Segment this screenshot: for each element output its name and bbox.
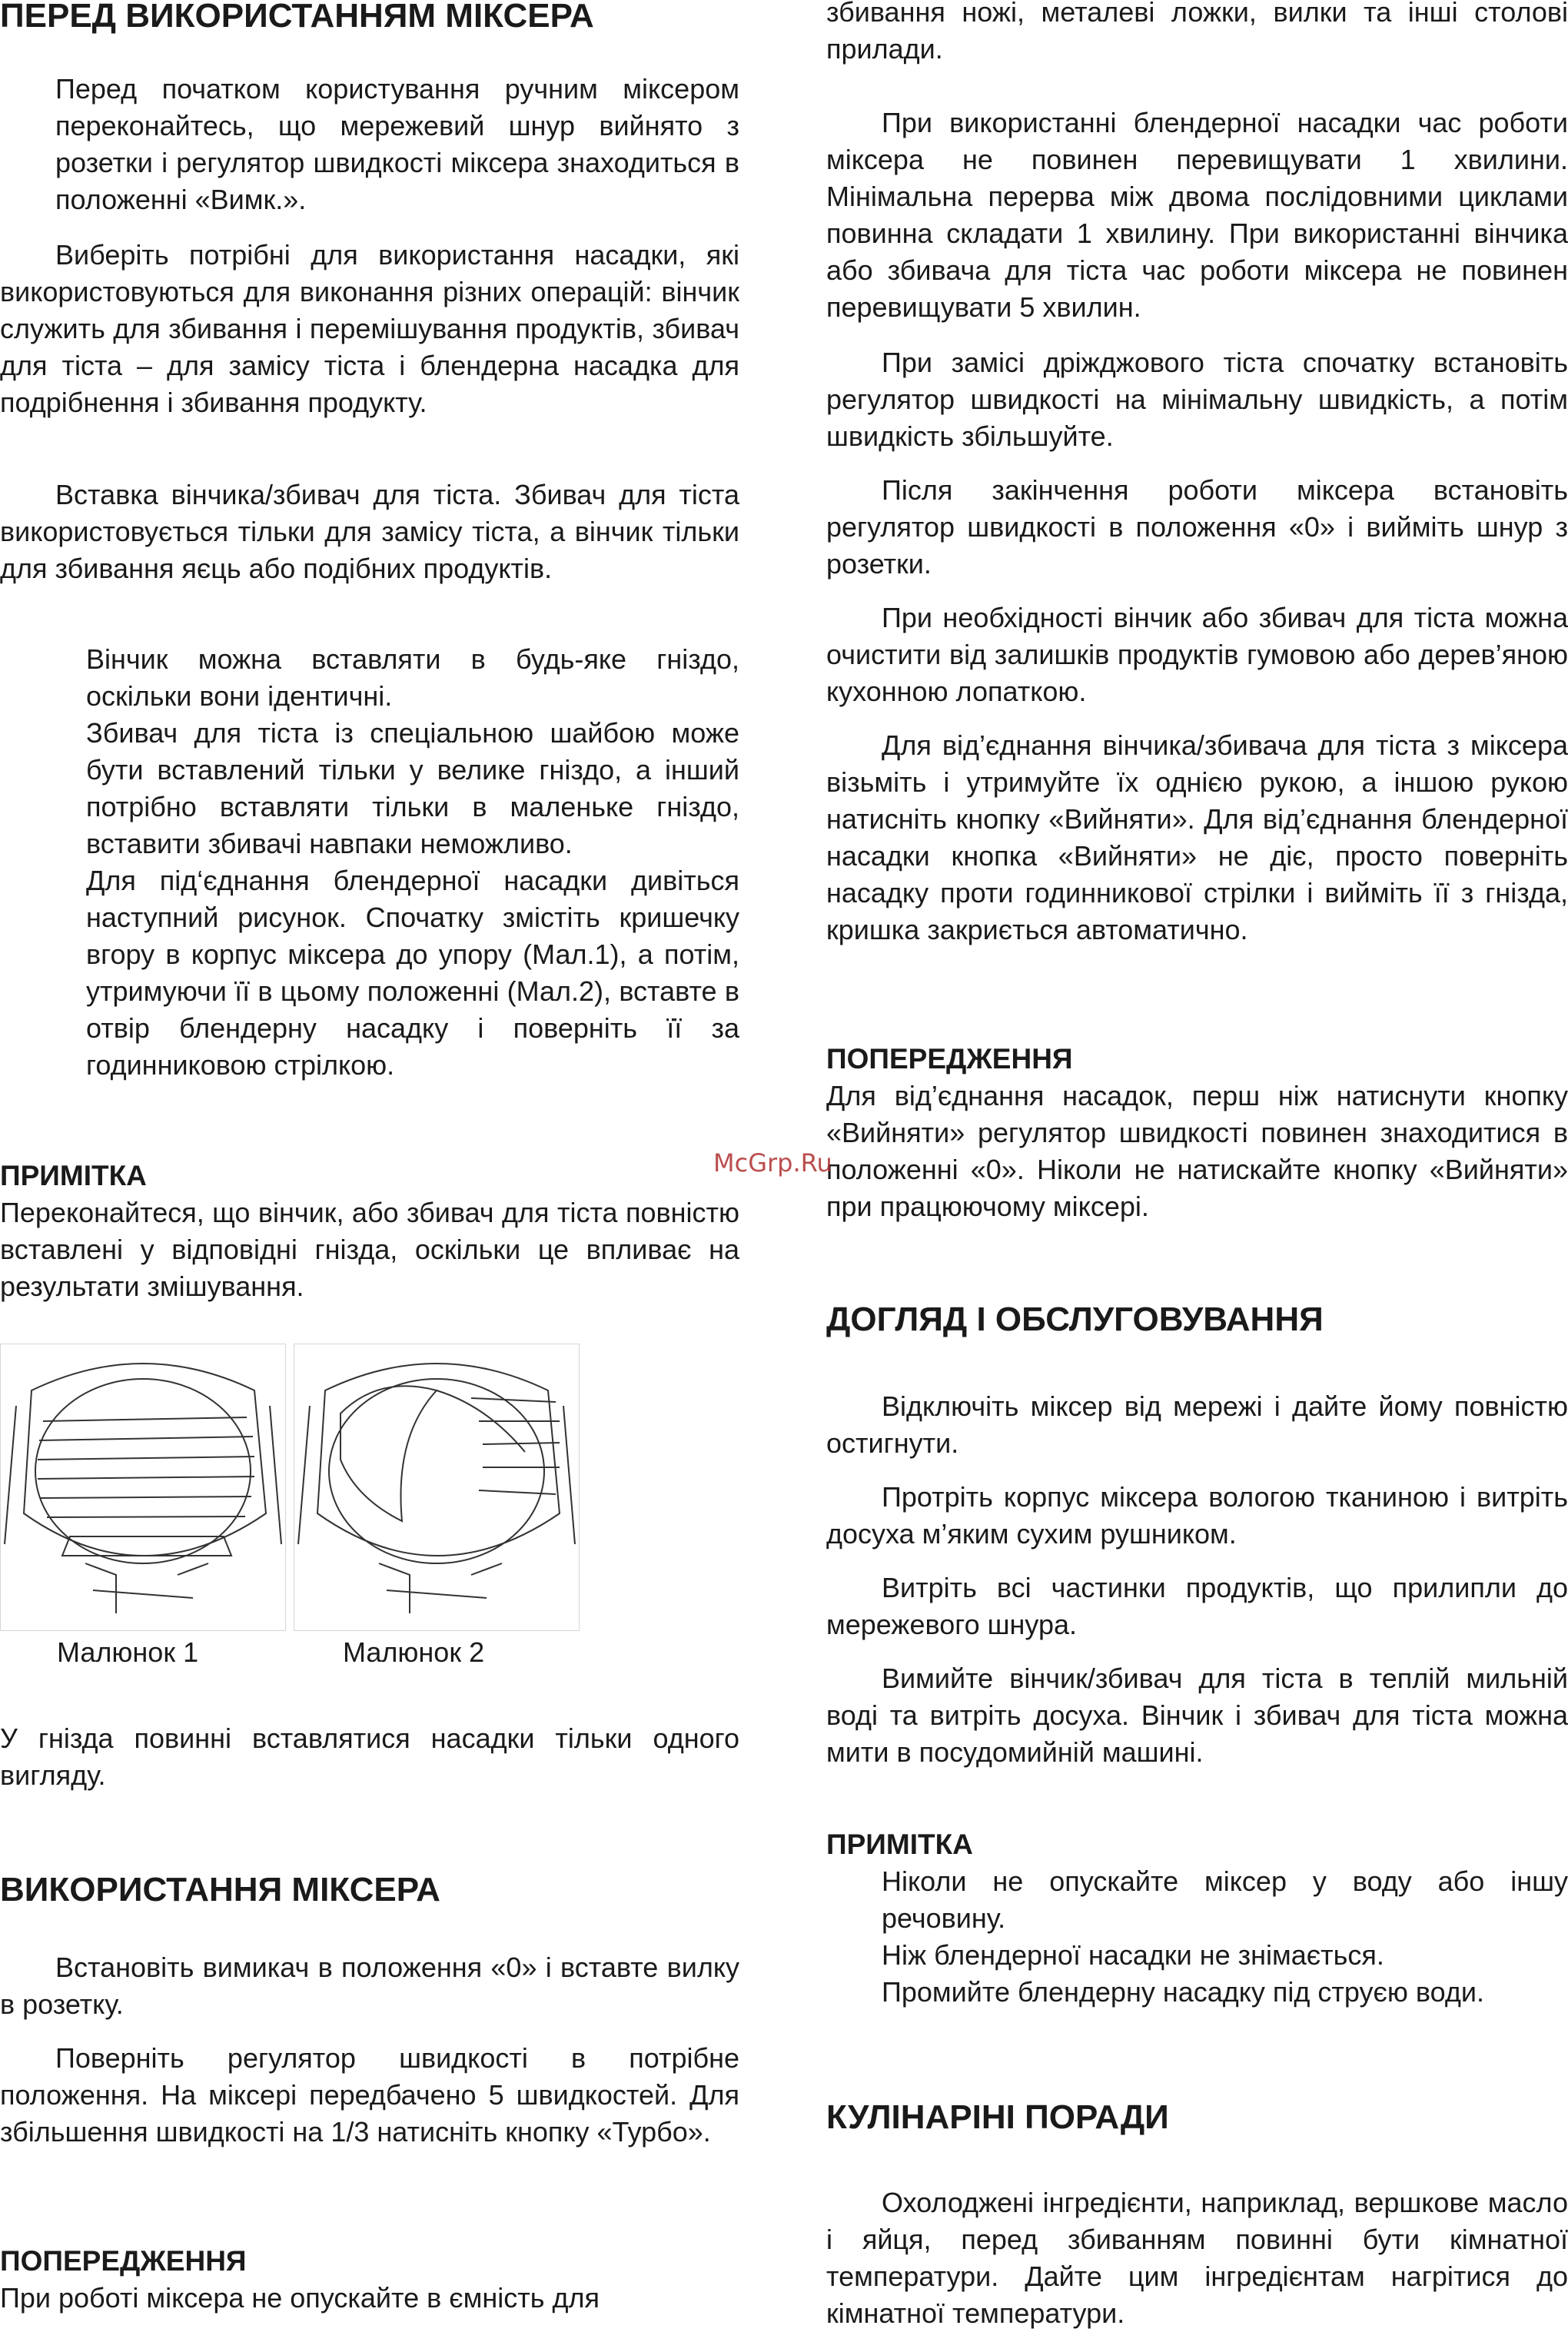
paragraph-continued: збивання ножі, металеві ложки, вилки та інші столові прилади. <box>826 0 1568 65</box>
paragraph-sockets: У гнізда повинні вставлятися насадки тільки одного вигляду. <box>0 1722 739 1791</box>
heading-cooking-tips: КУЛІНАРІНІ ПОРАДИ <box>826 2098 1169 2136</box>
note-title: ПРИМІТКА <box>0 1160 147 1191</box>
paragraph-cleaning: При необхідності вінчик або збивач для тіста можна очистити від залишків продуктів гумовою або дерев’яною кухонною лопаткою. <box>826 602 1568 707</box>
paragraph-check: Перед початком користування ручним міксером переконайтесь, що мережевий шнур вийнято з розетки і регулятор швидкості міксера знаходиться в положенні «Вимк.». <box>55 73 739 215</box>
paragraph-tips: Охолоджені інгредієнти, наприклад, вершкове масло і яйця, перед збиванням повинні бути кімнатної температури. Дайте цим інгредієнтам нагрітися до кімнатної температури. <box>826 2187 1568 2329</box>
inset-line: Вінчик можна вставляти в будь-яке гніздо, оскільки вони ідентичні. <box>86 643 739 712</box>
paragraph-switch: Встановіть вимикач в положення «0» і вставте вилку в розетку. <box>0 1952 739 2020</box>
paragraph-cord: Витріть всі частинки продуктів, що прилипли до мережевого шнура. <box>826 1572 1568 1640</box>
note-list-right <box>826 1863 1568 2011</box>
paragraph-insert: Вставка вінчика/збивач для тіста. Збивач для тіста використовується тільки для замісу тіста, а вінчик тільки для збивання яєць або подібних продуктів. <box>0 479 739 584</box>
figure-2-caption: Малюнок 2 <box>343 1636 485 1668</box>
inset-line: Збивач для тіста із спеціальною шайбою може бути вставлений тільки у велике гніздо, а інший потрібно вставляти тільки в маленьке гніздо, вставити збивачі навпаки неможливо. <box>86 717 739 859</box>
inset-line: Для під‘єднання блендерної насадки дивіться наступний рисунок. Спочатку змістіть кришечку вгору в корпус міксера до упору (Мал.1), а потім, утримуючи її в цьому положенні (Мал.2), вставте в отвір блендерну насадку і поверніть її за годинниковою стрілкою. <box>86 865 739 1081</box>
note-title-right: ПРИМІТКА <box>826 1829 973 1860</box>
heading-care: ДОГЛЯД І ОБСЛУГОВУВАННЯ <box>826 1301 1324 1338</box>
paragraph-detach: Для від’єднання вінчика/збивача для тіста з міксера візьміть і утримуйте їх однією рукою, а іншою рукою натисніть кнопку «Вийняти». Для від’єднання блендерної насадки кнопка «Вийняти» не діє, просто поверніть насадку проти годинникової стрілки і вийміть її з гнізда, кришка закриється автоматично. <box>826 729 1568 945</box>
warning-title: ПОПЕРЕДЖЕННЯ <box>0 2245 247 2277</box>
paragraph-blender-time: При використанні блендерної насадки час роботи міксера не повинен перевищувати 1 хвилини. Мінімальна перерва між двома послідовними циклами повинна складати 1 хвилину. При використанні вінчика або збивача для тіста час роботи міксера не повинен перевищувати 5 хвилин. <box>826 107 1568 323</box>
warning-text: При роботі міксера не опускайте в ємність для <box>0 2282 600 2314</box>
watermark-text: McGrp.Ru <box>713 1148 832 1178</box>
paragraph-wash: Вимийте вінчик/збивач для тіста в теплій мильній воді та витріть досуха. Вінчик і збивач для тіста можна мити в посудомийній машині. <box>826 1663 1568 1768</box>
figures <box>0 1344 584 1633</box>
note-text: Переконайтеся, що вінчик, або збивач для тіста повністю вставлені у відповідні гнізда, оскільки це впливає на результати змішування. <box>0 1197 739 1302</box>
heading-before-use: ПЕРЕД ВИКОРИСТАННЯМ МІКСЕРА <box>0 0 594 35</box>
figure-2-illustration <box>294 1344 580 1631</box>
paragraph-yeast-dough: При замісі дріжджового тіста спочатку встановіть регулятор швидкості на мінімальну швидкість, а потім швидкість збільшуйте. <box>826 347 1568 452</box>
note-line: Промийте блендерну насадку під струєю води. <box>882 1976 1484 2008</box>
mixer-socket-drawing-1 <box>1 1344 285 1630</box>
figure-1-caption: Малюнок 1 <box>57 1636 199 1668</box>
note-line: Ніж блендерної насадки не знімається. <box>882 1939 1384 1971</box>
figure-1-illustration <box>0 1344 286 1631</box>
note-line: Ніколи не опускайте міксер у воду або іншу речовину. <box>882 1865 1568 1934</box>
warning-title-right: ПОПЕРЕДЖЕННЯ <box>826 1043 1073 1075</box>
paragraph-unplug: Відключіть міксер від мережі і дайте йому повністю остигнути. <box>826 1390 1568 1459</box>
paragraph-wipe: Протріть корпус міксера вологою тканиною і витріть досуха м’яким сухим рушником. <box>826 1481 1568 1550</box>
inset-instructions <box>0 641 739 1084</box>
paragraph-after-use: Після закінчення роботи міксера встановіть регулятор швидкості в положення «0» і вийміть шнур з розетки. <box>826 474 1568 580</box>
paragraph-speed: Поверніть регулятор швидкості в потрібне положення. На міксері передбачено 5 швидкостей. Для збільшення швидкості на 1/3 натисніть кнопку «Турбо». <box>0 2042 739 2148</box>
paragraph-choose: Виберіть потрібні для використання насадки, які використовуються для виконання різних операцій: вінчик служить для збивання і перемішування продуктів, збивач для тіста – для замісу тіста і блендерна насадка для подрібнення і збивання продукту. <box>0 239 739 418</box>
mixer-socket-drawing-2 <box>294 1344 579 1630</box>
warning-text-right: Для від’єднання насадок, перш ніж натиснути кнопку «Вийняти» регулятор швидкості повинен знаходитися в положенні «0». Ніколи не натискайте кнопку «Вийняти» при працюючому міксері. <box>826 1080 1568 1222</box>
heading-using-mixer: ВИКОРИСТАННЯ МІКСЕРА <box>0 1871 440 1908</box>
